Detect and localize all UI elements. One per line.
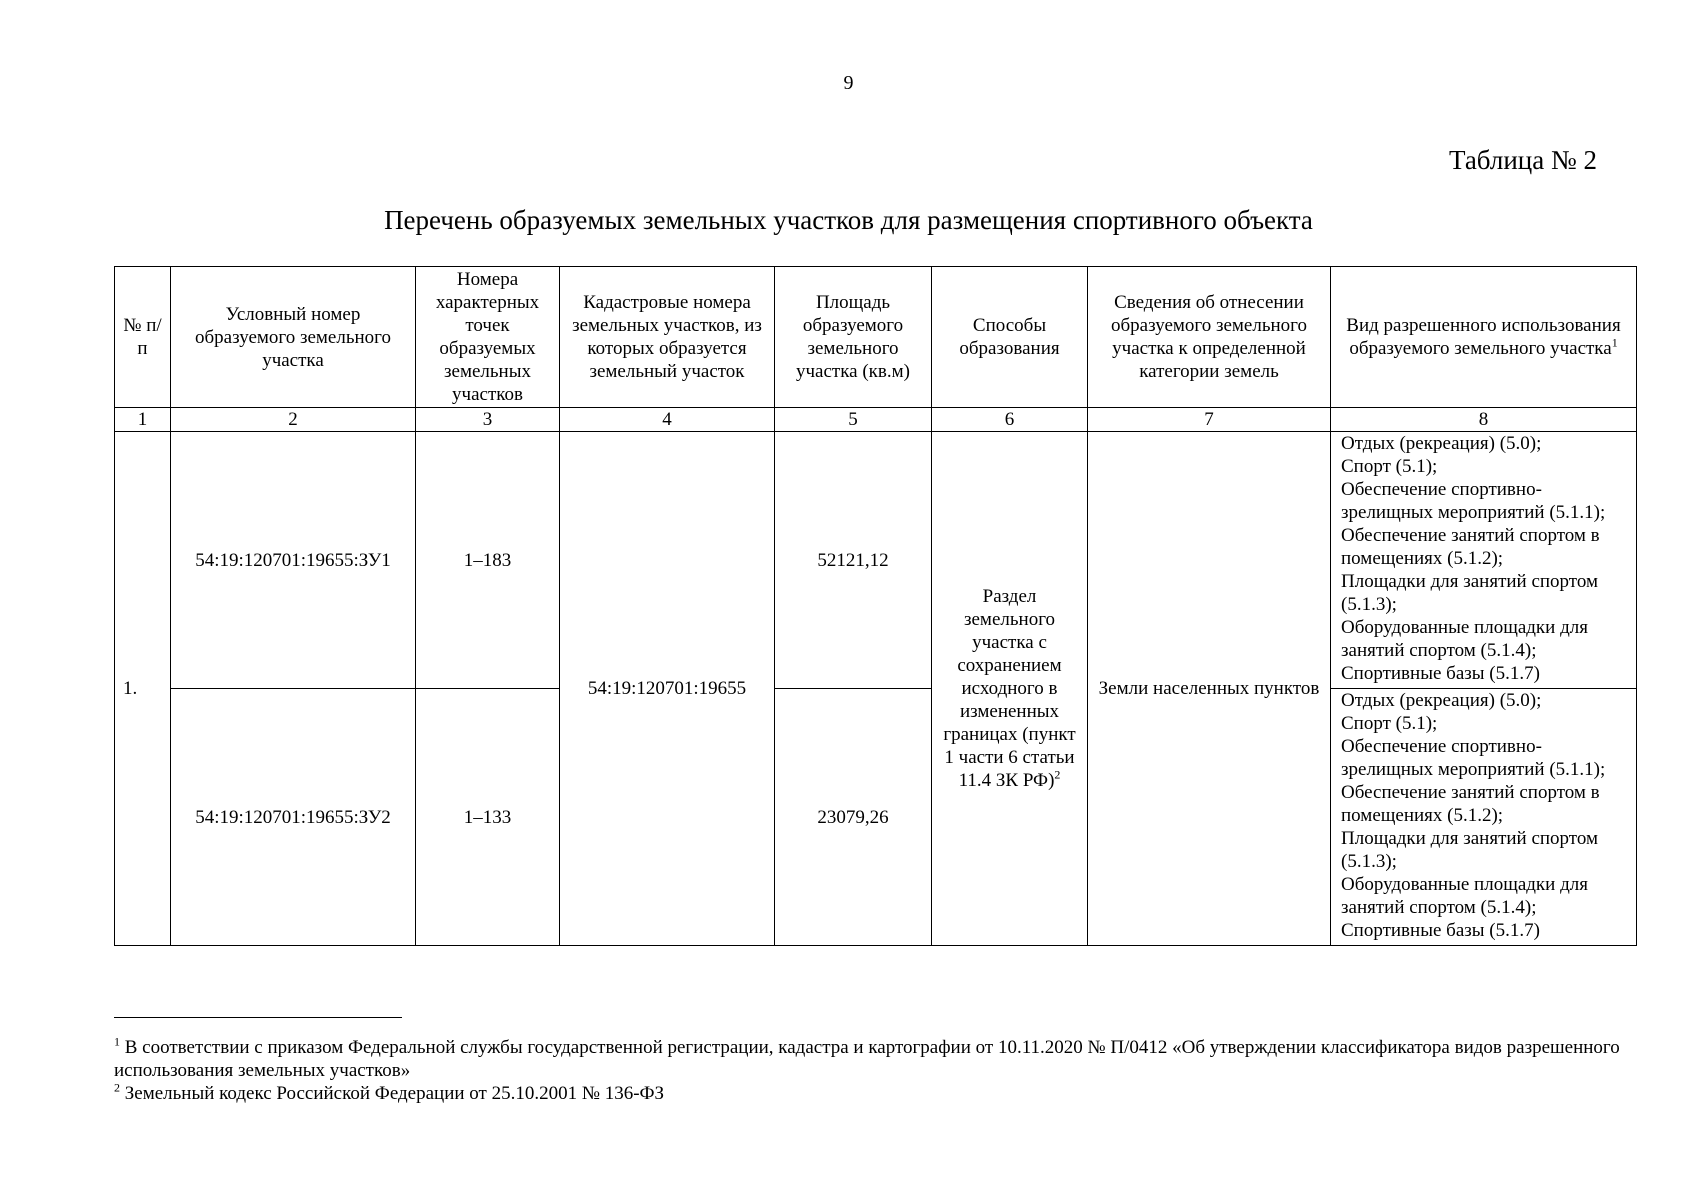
column-numbers-row [115, 408, 1637, 432]
permitted-use-item: Обеспечение спортивно-зрелищных мероприятий (5.1.1); [1341, 736, 1606, 780]
parcel-area: 23079,26 [775, 689, 932, 946]
permitted-use-list [1331, 689, 1637, 946]
column-number: 4 [560, 408, 775, 432]
table-row [115, 689, 1637, 946]
permitted-use-item: Отдых (рекреация) (5.0); [1341, 433, 1542, 454]
header-conditional-number: Условный номер образуемого земельного участка [171, 267, 416, 408]
document-title: Перечень образуемых земельных участков для размещения спортивного объекта [384, 205, 1313, 235]
permitted-use-item: Площадки для занятий спортом (5.1.3); [1341, 571, 1599, 615]
parcel-area: 52121,12 [775, 432, 932, 689]
points-range: 1–133 [416, 689, 560, 946]
permitted-use-item: Отдых (рекреация) (5.0); [1341, 690, 1542, 711]
page-number: 9 [843, 72, 854, 94]
row-number: 1. [115, 432, 171, 946]
permitted-use-item: Площадки для занятий спортом (5.1.3); [1341, 828, 1599, 872]
formation-method: Раздел земельного участка с сохранением исходного в измененных границах (пункт 1 части 6 статьи 11.4 ЗК РФ)$^2$ [932, 432, 1088, 946]
header-row-number: № п/п [115, 267, 171, 408]
header-area: Площадь образуемого земельного участка (кв.м) [775, 267, 932, 408]
permitted-use-item: Обеспечение занятий спортом в помещениях (5.1.2); [1341, 782, 1600, 826]
header-land-category: Сведения об отнесении образуемого земельного участка к определенной категории земель [1088, 267, 1331, 408]
permitted-use-list [1331, 432, 1637, 689]
table-header-row [115, 267, 1637, 408]
conditional-number: 54:19:120701:19655:ЗУ1 [171, 432, 416, 689]
column-number: 7 [1088, 408, 1331, 432]
points-range: 1–183 [416, 432, 560, 689]
footnote-text: В соответствии с приказом Федеральной службы государственной регистрации, кадастра и картографии от 10.11.2020 № П/0412 «Об утверждении классификатора видов разрешенного использования земельных участков» [114, 1037, 1620, 1081]
footnote [114, 1082, 1634, 1105]
table-label: Таблица № 2 [1449, 145, 1597, 175]
column-number: 6 [932, 408, 1088, 432]
permitted-use-item: Обеспечение спортивно-зрелищных мероприятий (5.1.1); [1341, 479, 1606, 523]
footnotes [114, 1036, 1634, 1105]
column-number: 8 [1331, 408, 1637, 432]
permitted-use-item: Спортивные базы (5.1.7) [1341, 920, 1540, 941]
permitted-use-item: Оборудованные площадки для занятий спортом (5.1.4); [1341, 617, 1588, 661]
source-cadastral-number: 54:19:120701:19655 [560, 432, 775, 946]
footnote-separator [114, 1017, 402, 1018]
table-row [115, 432, 1637, 689]
header-cadastral-numbers: Кадастровые номера земельных участков, из которых образуется земельный участок [560, 267, 775, 408]
land-parcels-table [114, 266, 1637, 946]
land-category: Земли населенных пунктов [1088, 432, 1331, 946]
permitted-use-item: Спорт (5.1); [1341, 713, 1438, 734]
permitted-use-item: Оборудованные площадки для занятий спортом (5.1.4); [1341, 874, 1588, 918]
footnote-ref-2: 2 [1054, 767, 1061, 782]
header-permitted-use: Вид разрешенного использования образуемого земельного участка$^1$ [1331, 267, 1637, 408]
column-number: 3 [416, 408, 560, 432]
column-number: 2 [171, 408, 416, 432]
footnote-mark: 1 [114, 1034, 120, 1049]
permitted-use-item: Спортивные базы (5.1.7) [1341, 663, 1540, 684]
permitted-use-item: Спорт (5.1); [1341, 456, 1438, 477]
header-points: Номера характерных точек образуемых земельных участков [416, 267, 560, 408]
footnote-text: Земельный кодекс Российской Федерации от 25.10.2001 № 136-ФЗ [124, 1083, 665, 1104]
footnote-ref-1: 1 [1611, 335, 1618, 350]
header-formation-method: Способы образования [932, 267, 1088, 408]
permitted-use-item: Обеспечение занятий спортом в помещениях (5.1.2); [1341, 525, 1600, 569]
column-number: 1 [115, 408, 171, 432]
footnote-mark: 2 [114, 1080, 120, 1095]
conditional-number: 54:19:120701:19655:ЗУ2 [171, 689, 416, 946]
footnote [114, 1036, 1634, 1082]
column-number: 5 [775, 408, 932, 432]
